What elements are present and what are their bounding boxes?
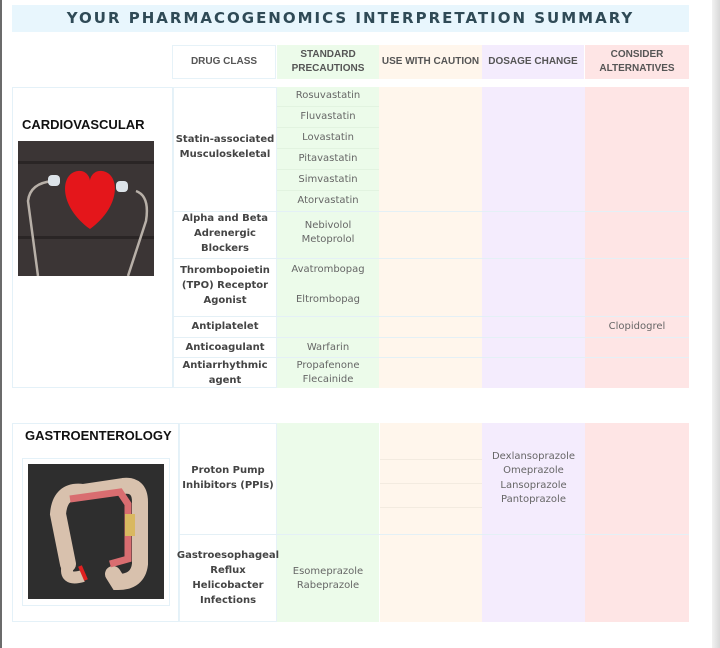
gi-alternatives-column — [585, 423, 689, 622]
drug-class-ppi: Proton Pump Inhibitors (PPIs) — [182, 465, 274, 491]
drug-pitavastatin: Pitavastatin — [298, 153, 358, 164]
cv-alternatives-column — [585, 87, 689, 388]
drug-metoprolol: Metoprolol — [301, 234, 355, 245]
window-right-edge — [712, 0, 720, 648]
drug-simvastatin: Simvastatin — [298, 174, 358, 185]
drug-propafenone: Propafenone — [296, 360, 360, 371]
drug-fluvastatin: Fluvastatin — [300, 111, 356, 122]
header-standard-precautions: STANDARD PRECAUTIONS — [277, 45, 379, 79]
drug-avatrombopag: Avatrombopag — [291, 264, 365, 275]
header-use-with-caution: USE WITH CAUTION — [379, 45, 482, 79]
drug-class-anticoagulant: Anticoagulant — [185, 342, 265, 353]
drug-nebivolol: Nebivolol — [304, 220, 352, 231]
colon-model-image — [28, 464, 164, 599]
drug-pantoprazole: Pantoprazole — [501, 494, 566, 505]
drug-flecainide: Flecainide — [302, 374, 354, 385]
page-title: YOUR PHARMACOGENOMICS INTERPRETATION SUMMARY — [12, 5, 689, 32]
header-drug-class: DRUG CLASS — [172, 45, 276, 79]
drug-eltrombopag: Eltrombopag — [295, 294, 361, 305]
drug-atorvastatin: Atorvastatin — [297, 195, 359, 206]
header-dosage-change: DOSAGE CHANGE — [482, 45, 584, 79]
drug-warfarin: Warfarin — [306, 342, 350, 353]
drug-rabeprazole: Rabeprazole — [296, 580, 360, 591]
header-consider-alternatives: CONSIDER ALTERNATIVES — [585, 45, 689, 79]
cv-dosage-column — [482, 87, 585, 388]
section-title-gastroenterology: GASTROENTEROLOGY — [25, 428, 172, 443]
drug-class-statin: Statin-associated Musculoskeletal — [175, 134, 275, 160]
drug-esomeprazole: Esomeprazole — [292, 566, 364, 577]
cv-caution-column — [379, 87, 482, 388]
drug-omeprazole: Omeprazole — [503, 465, 564, 476]
drug-clopidogrel: Clopidogrel — [608, 321, 666, 332]
drug-lansoprazole: Lansoprazole — [500, 480, 567, 491]
drug-class-antiarrhythmic: Antiarrhythmic agent — [182, 360, 268, 386]
window-left-edge — [0, 0, 2, 648]
gi-caution-column — [380, 423, 482, 622]
drug-class-alpha-beta-blockers: Alpha and Beta Adrenergic Blockers — [181, 213, 269, 254]
heart-stethoscope-image — [18, 141, 154, 276]
drug-dexlansoprazole: Dexlansoprazole — [491, 451, 576, 462]
drug-rosuvastatin: Rosuvastatin — [295, 90, 361, 101]
drug-class-tpo-receptor-agonist: Thrombopoietin (TPO) Receptor Agonist — [180, 265, 270, 306]
drug-lovastatin: Lovastatin — [302, 132, 354, 143]
drug-class-antiplatelet: Antiplatelet — [191, 321, 259, 332]
section-title-cardiovascular: CARDIOVASCULAR — [22, 117, 145, 132]
drug-class-gerd-helicobacter: Gastroesophageal Reflux Helicobacter Infections — [176, 550, 280, 606]
